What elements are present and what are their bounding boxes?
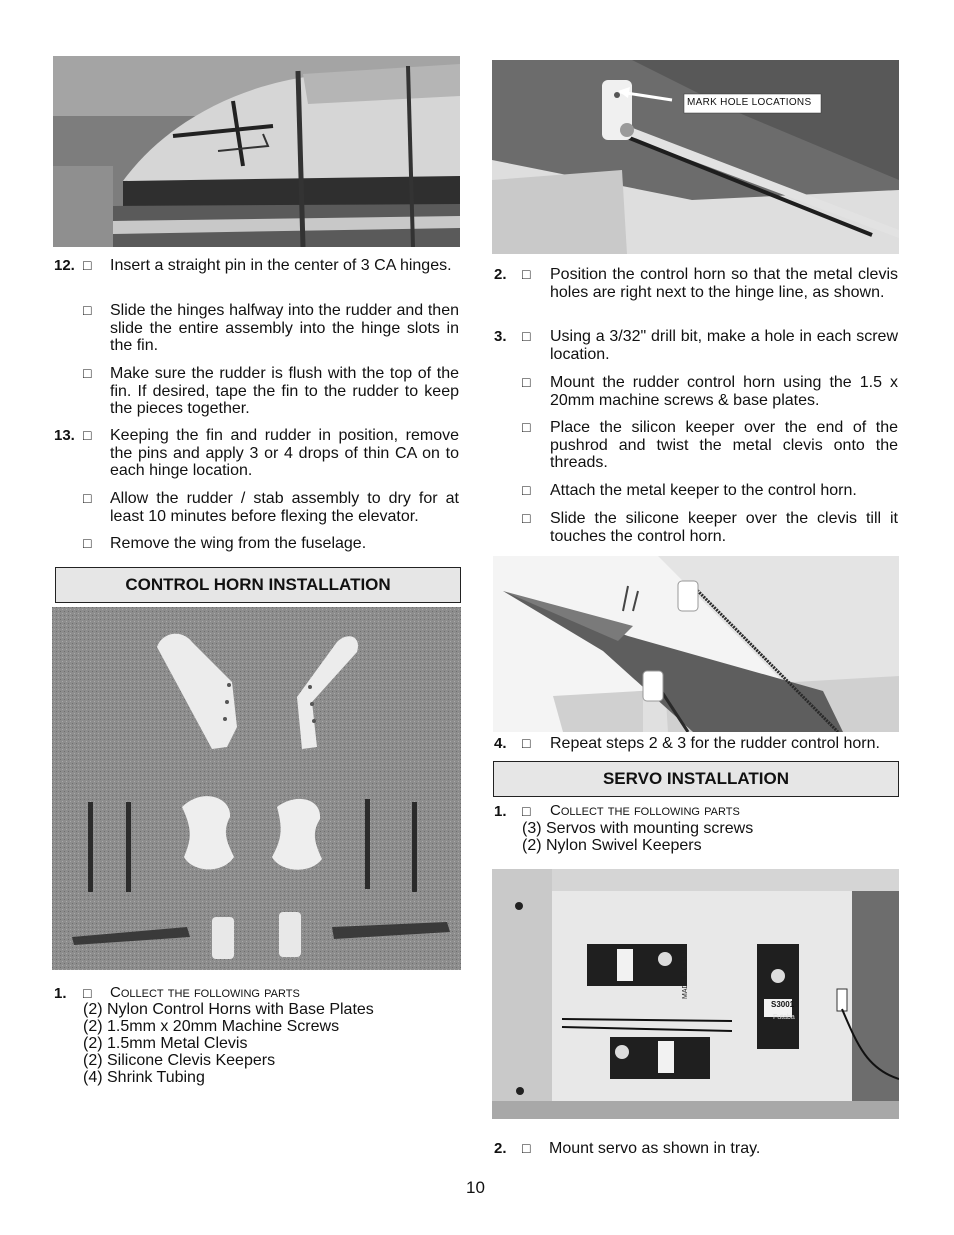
checkbox-icon[interactable]: □ — [83, 985, 92, 1001]
step-number: 4. — [494, 735, 507, 752]
checkbox-icon[interactable]: □ — [83, 490, 92, 506]
checkbox-icon[interactable]: □ — [522, 419, 531, 435]
step-number: 12. — [54, 257, 75, 274]
list-item: (2) Nylon Swivel Keepers — [522, 837, 702, 854]
step-text: Repeat steps 2 & 3 for the rudder control horn. — [550, 735, 880, 752]
checkbox-icon[interactable]: □ — [83, 257, 92, 273]
step-text: Mount the rudder control horn using the 1.5 x 20mm machine screws & base plates. — [550, 374, 898, 409]
step-text: Using a 3/32" drill bit, make a hole in each screw location. — [550, 328, 898, 363]
list-item: (4) Shrink Tubing — [83, 1069, 205, 1086]
step-number: 2. — [494, 266, 507, 283]
servo-installation-header: SERVO INSTALLATION — [493, 761, 899, 797]
checkbox-icon[interactable]: □ — [522, 328, 531, 344]
checkbox-icon[interactable]: □ — [83, 427, 92, 443]
page-number: 10 — [466, 1178, 485, 1197]
checkbox-icon[interactable]: □ — [522, 510, 531, 526]
servo-label-brand: Futaba — [773, 1014, 795, 1021]
step-number: 3. — [494, 328, 507, 345]
step-text: Position the control horn so that the metal clevis holes are right next to the hinge line, as shown. — [550, 266, 898, 301]
step-text: Slide the hinges halfway into the rudder and then slide the entire assembly into the hinge slots in the fin. — [110, 302, 459, 354]
step-text: Attach the metal keeper to the control horn. — [550, 482, 857, 499]
list-item: (2) Silicone Clevis Keepers — [83, 1052, 276, 1069]
list-item: (2) Nylon Control Horns with Base Plates — [83, 1001, 374, 1018]
step-text: Mount servo as shown in tray. — [549, 1140, 761, 1157]
photo-callout-label: MARK HOLE LOCATIONS — [687, 97, 812, 108]
list-item: (2) 1.5mm x 20mm Machine Screws — [83, 1018, 340, 1035]
list-item: (2) 1.5mm Metal Clevis — [83, 1035, 248, 1052]
checkbox-icon[interactable]: □ — [522, 1140, 531, 1156]
checkbox-icon[interactable]: □ — [83, 302, 92, 318]
control-horn-installation-header: CONTROL HORN INSTALLATION — [55, 567, 461, 603]
list-item: (3) Servos with mounting screws — [522, 820, 754, 837]
made-in-china-label: MADE IN CHINA — [682, 946, 689, 999]
hole-locations-photo — [492, 60, 899, 254]
installed-horn-photo — [493, 556, 899, 732]
step-text: Allow the rudder / stab assembly to dry for at least 10 minutes before flexing the elevator. — [110, 490, 459, 525]
step-number: 1. — [494, 803, 507, 820]
servo-label-model: S3001 — [771, 1000, 795, 1009]
tail-fin-photo — [53, 56, 460, 247]
step-text: Remove the wing from the fuselage. — [110, 535, 367, 552]
step-text: Insert a straight pin in the center of 3 CA hinges. — [110, 257, 452, 274]
step-number: 2. — [494, 1140, 507, 1157]
checkbox-icon[interactable]: □ — [522, 803, 531, 819]
step-text: Place the silicon keeper over the end of the pushrod and twist the metal clevis onto the threads. — [550, 419, 898, 471]
checkbox-icon[interactable]: □ — [522, 374, 531, 390]
step-number: 13. — [54, 427, 75, 444]
collect-title: Collect the following parts — [110, 984, 300, 1001]
step-text: Slide the silicone keeper over the clevis till it touches the control horn. — [550, 510, 898, 545]
checkbox-icon[interactable]: □ — [522, 482, 531, 498]
control-horn-parts-photo — [52, 607, 461, 970]
checkbox-icon[interactable]: □ — [522, 266, 531, 282]
step-text: Make sure the rudder is flush with the top of the fin. If desired, tape the fin to the rudder to keep the pieces together. — [110, 365, 459, 417]
checkbox-icon[interactable]: □ — [83, 535, 92, 551]
step-number: 1. — [54, 985, 67, 1002]
collect-title: Collect the following parts — [550, 802, 740, 819]
checkbox-icon[interactable]: □ — [83, 365, 92, 381]
servo-tray-photo — [492, 869, 899, 1119]
checkbox-icon[interactable]: □ — [522, 735, 531, 751]
step-text: Keeping the fin and rudder in position, remove the pins and apply 3 or 4 drops of thin CA on to each hinge location. — [110, 427, 459, 479]
